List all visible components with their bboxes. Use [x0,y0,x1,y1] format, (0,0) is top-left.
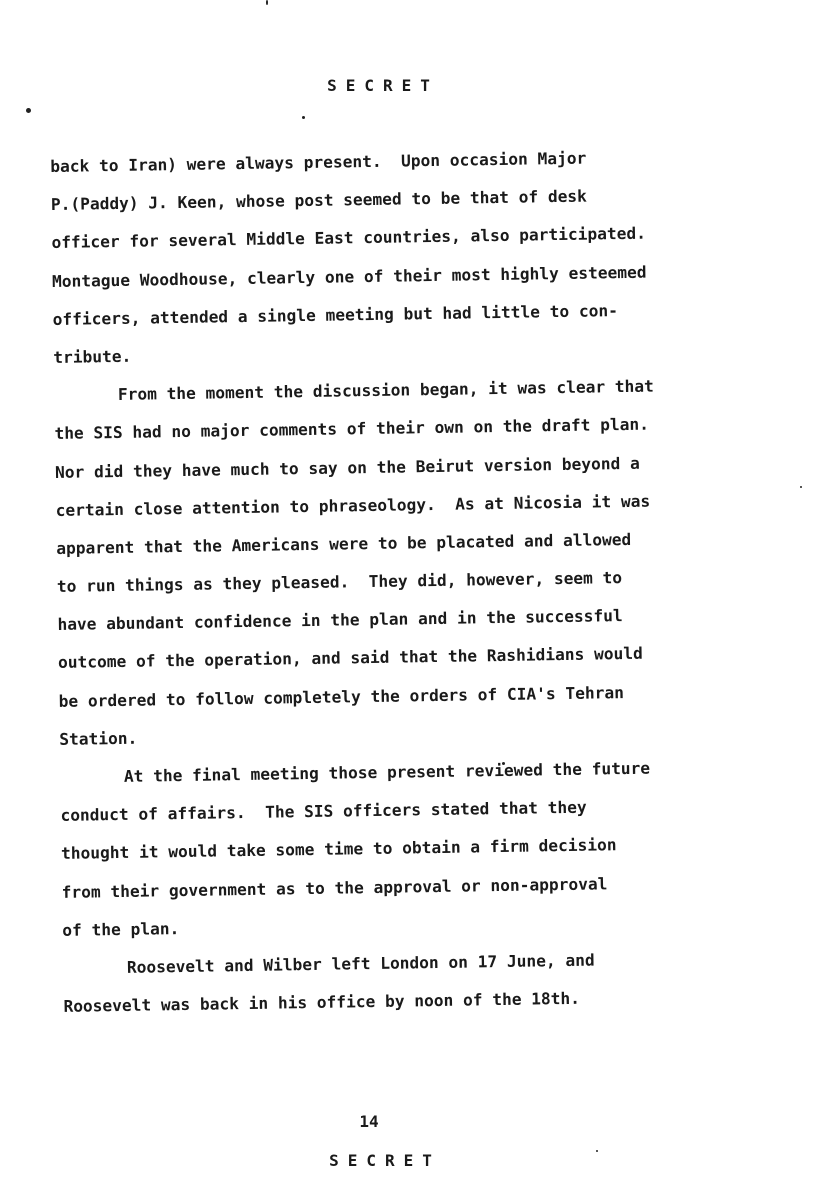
text-line: conduct of affairs. The SIS officers stated that they [60,797,587,826]
text-line: tribute. [53,346,132,367]
text-line: apparent that the Americans were to be placated and allowed [56,529,632,558]
text-line: the SIS had no major comments of their own on the draft plan. [54,414,650,444]
text-line: certain close attention to phraseology. As at Nicosia it was [55,491,651,520]
text-line: to run things as they pleased. They did, however, seem to [56,568,623,597]
text-line: back to Iran) were always present. Upon occasion Major [50,148,587,176]
text-line: thought it would take some time to obtain a firm decision [60,835,617,864]
classification-footer: SECRET [329,1151,441,1170]
text-line: At the final meeting those present reviewed the future [123,758,651,786]
scan-speck [26,108,31,113]
text-line: be ordered to follow completely the orders of CIA's Tehran [58,682,625,711]
text-line: Nor did they have much to say on the Beirut version beyond a [54,453,640,482]
text-line: Station. [59,728,138,749]
scan-speck [266,0,268,5]
text-line: Roosevelt and Wilber left London on 17 June, and [126,950,595,977]
text-line: From the moment the discussion began, it was clear that [117,376,654,405]
text-line: of the plan. [62,918,180,940]
text-line: Roosevelt was back in his office by noon of the 18th. [63,988,581,1017]
text-line: Montague Woodhouse, clearly one of their most highly esteemed [51,262,647,291]
text-line: from their government as to the approval or non-approval [61,873,608,902]
scan-speck [800,486,802,488]
text-line: outcome of the operation, and said that the Rashidians would [57,644,643,673]
scan-speck [302,116,305,119]
text-line: officer for several Middle East countries, also participated. [51,224,647,253]
text-line: have abundant confidence in the plan and in the successful [57,606,623,635]
text-line: officers, attended a single meeting but had little to con- [52,300,619,329]
text-line: P.(Paddy) J. Keen, whose post seemed to be that of desk [50,186,587,215]
body-text [50,137,794,1027]
page-number: 14 [359,1112,379,1131]
classification-header: SECRET [327,76,439,95]
